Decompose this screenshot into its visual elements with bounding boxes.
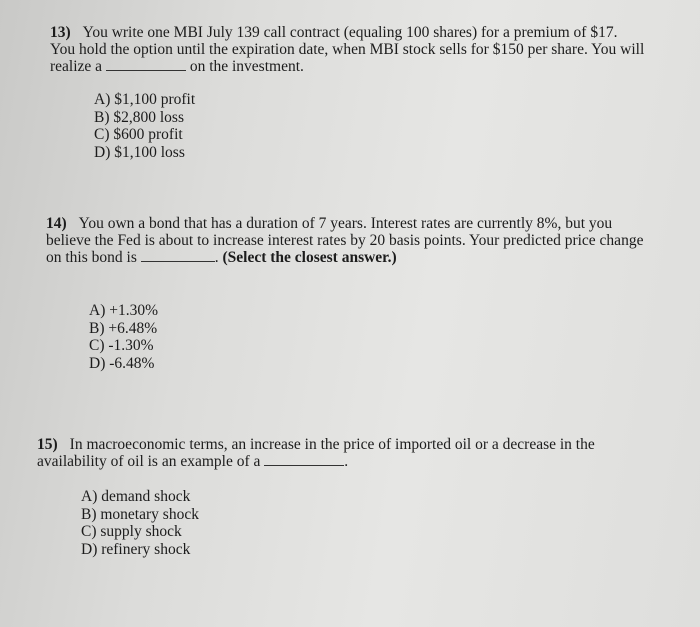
question-15-text-2a: availability of oil is an example of a [37,453,261,470]
question-14-text-3a: on this bond is [46,249,137,266]
question-13-line-2: You hold the option until the expiration date, when MBI stock sells for $150 per share. You will [50,41,645,58]
question-14 [46,215,643,266]
question-14-line-2: believe the Fed is about to increase interest rates by 20 basis points. Your predicted price change [46,232,644,249]
question-15 [37,436,595,470]
question-14-options [89,302,158,372]
question-13-line-1 [50,24,644,41]
option-c: C) supply shock [81,523,182,540]
option-b: B) monetary shock [81,505,199,523]
question-15-line-1 [37,436,595,453]
question-13-options [94,91,195,161]
question-15-options [81,488,199,558]
answer-blank [106,58,186,71]
option-c: C) -1.30% [89,337,154,354]
question-14-text-3b: . [214,249,219,266]
question-14-line-1 [46,215,643,232]
answer-blank [141,249,215,262]
option-d: D) -6.48% [89,354,155,372]
option-b: B) +6.48% [89,319,158,337]
question-14-line-3 [46,249,643,266]
question-13-number: 13) [50,24,71,41]
question-15-number: 15) [37,436,58,453]
question-14-text-1: You own a bond that has a duration of 7 years. Interest rates are currently 8%, but you [78,215,613,232]
option-a: A) demand shock [81,488,191,505]
question-13-text-3a: realize a [50,58,103,75]
option-b: B) $2,800 loss [94,108,184,126]
question-13-text-1: You write one MBI July 139 call contract (equaling 100 shares) for a premium of $17. [82,24,618,41]
question-14-number: 14) [46,215,67,232]
question-15-text-1: In macroeconomic terms, an increase in the price of imported oil or a decrease in the [69,436,595,453]
option-a: A) $1,100 profit [94,91,196,108]
question-15-line-2 [37,453,595,470]
option-a: A) +1.30% [89,302,159,319]
question-13-line-3 [50,58,644,75]
option-d: D) $1,100 loss [94,143,185,161]
option-d: D) refinery shock [81,540,191,558]
option-c: C) $600 profit [94,126,183,143]
question-15-text-2b: . [344,453,349,470]
question-13-text-3b: on the investment. [189,58,304,75]
question-14-instruction: (Select the closest answer.) [222,249,397,266]
answer-blank [264,453,344,466]
question-13 [50,24,644,75]
